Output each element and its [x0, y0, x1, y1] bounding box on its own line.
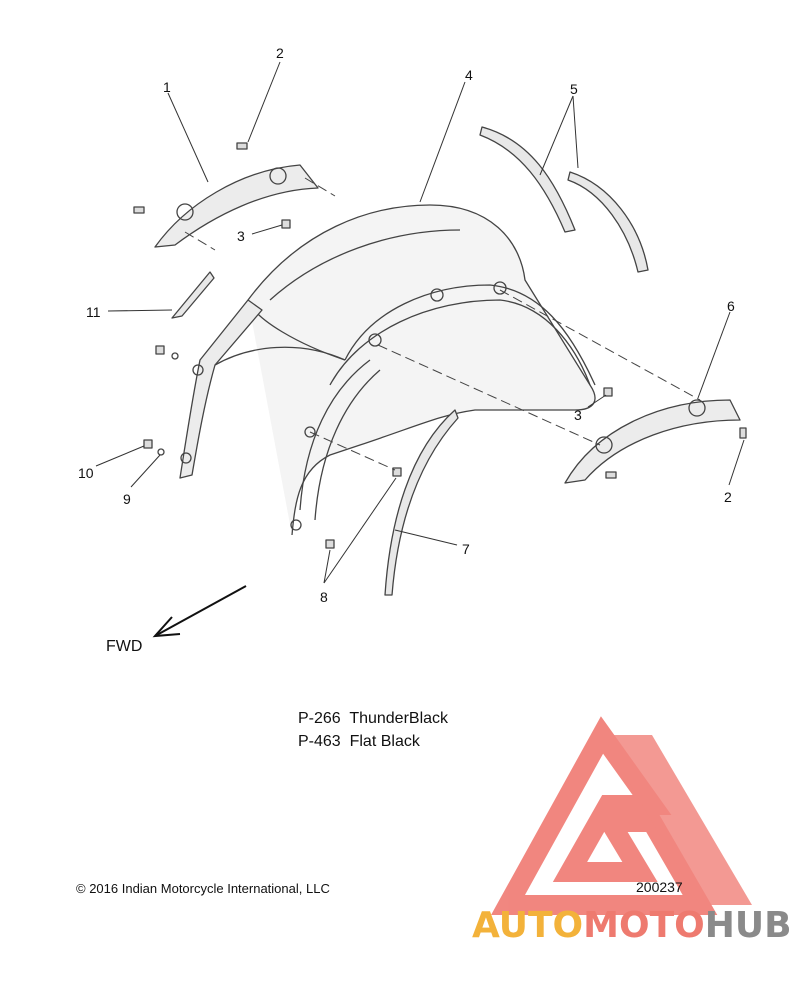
brand-auto: AUTO	[472, 905, 584, 946]
diagram-number: 200237	[636, 879, 683, 895]
small-trim-piece-part	[172, 272, 214, 318]
copyright-text: © 2016 Indian Motorcycle International, LLC	[76, 881, 330, 896]
paint-code: P-266	[298, 710, 341, 727]
callout-1: 1	[163, 79, 171, 95]
trim-strip-b-part	[568, 172, 648, 272]
callout-8: 8	[320, 589, 328, 605]
brand-moto: MOTO	[583, 905, 705, 946]
callout-3-right: 3	[574, 407, 582, 423]
callout-7: 7	[462, 541, 470, 557]
callout-2-bottom: 2	[724, 489, 732, 505]
callout-11: 11	[86, 304, 101, 320]
callout-4: 4	[465, 67, 473, 83]
callout-10: 10	[78, 465, 94, 481]
callout-2-top: 2	[276, 45, 284, 61]
paint-code-row-2	[298, 733, 420, 751]
brand-hub: HUB	[704, 905, 792, 946]
paint-name: ThunderBlack	[349, 710, 449, 727]
paint-code: P-463	[298, 733, 341, 750]
fender-trim-strip-part	[385, 410, 458, 595]
fwd-label: FWD	[106, 638, 143, 655]
callout-5: 5	[570, 81, 578, 97]
paint-code-row-1	[298, 710, 448, 728]
callout-9: 9	[123, 491, 131, 507]
trim-strip-a-part	[480, 127, 575, 232]
rear-fender-part	[180, 205, 595, 535]
callout-3-left: 3	[237, 228, 245, 244]
callout-6: 6	[727, 298, 735, 314]
watermark-brand-text	[472, 905, 792, 946]
forward-arrow-icon	[155, 586, 246, 636]
paint-name: Flat Black	[349, 733, 420, 750]
watermark-logo-icon	[508, 735, 752, 905]
